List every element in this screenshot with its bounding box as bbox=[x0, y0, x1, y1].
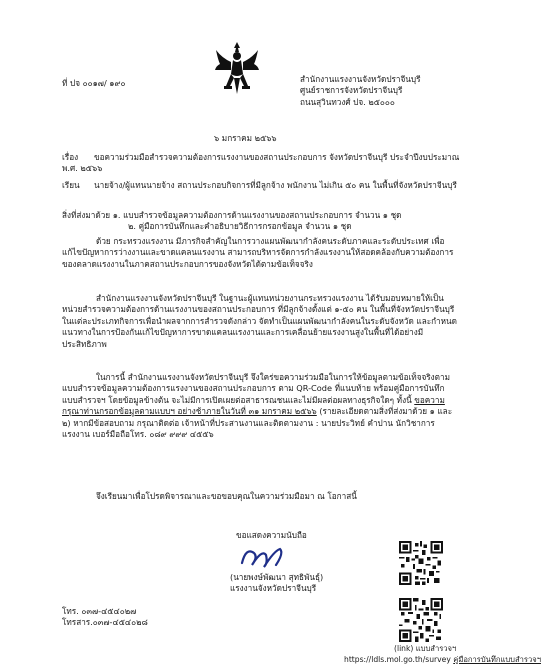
enclosures-label: สิ่งที่ส่งมาด้วย bbox=[62, 210, 111, 220]
address-line: ศูนย์ราชการจังหวัดปราจีนบุรี bbox=[300, 85, 403, 96]
deadline-text: ขอความกรุณาท่านกรอกข้อมูลตามแบบฯ อย่างช้าภายในวันที่ ๓๑ มกราคม ๒๕๖๖ bbox=[62, 394, 445, 417]
closing: ขอแสดงความนับถือ bbox=[236, 530, 307, 540]
footer-links bbox=[344, 654, 541, 665]
subject bbox=[62, 152, 460, 175]
sender-address bbox=[300, 74, 460, 108]
recipient-label: เรียน bbox=[62, 180, 80, 190]
subject-text: ขอความร่วมมือสำรวจความต้องการแรงงานของสถานประกอบการ จังหวัดปราจีนบุรี ประจำปีงบประมาณ พ.ศ. ๒๕๖๖ bbox=[62, 152, 460, 174]
signature bbox=[236, 543, 290, 571]
signer-block bbox=[230, 572, 323, 595]
body-paragraph-4: จึงเรียนมาเพื่อโปรดพิจารณาและขอขอบคุณในความร่วมมือมา ณ โอกาสนี้ bbox=[96, 491, 357, 501]
recipient bbox=[62, 180, 460, 191]
body-paragraph-1: ด้วย กระทรวงแรงงาน มีภารกิจสำคัญในการวางแผนพัฒนากำลังคนระดับภาคและระดับประเทศ เพื่อแก้ไขปัญหาการว่างงานและขาดแคลนแรงงาน สามารถบริหารจัดการกำลังแรงงานให้สอดคล้องกับความต้องการของตลาดแรงงานในภาคสถานประกอบการของจังหวัดได้ตามข้อเท็จจริง bbox=[62, 236, 454, 269]
address-line: ถนนสุวินทวงศ์ ปจ. ๒๕๐๐๐ bbox=[300, 96, 395, 107]
subject-label: เรื่อง bbox=[62, 152, 79, 162]
request-text: ในการนี้ สำนักงานแรงงานจังหวัดปราจีนบุรี จึงใคร่ขอความร่วมมือในการให้ข้อมูลตามข้อเท็จจริงตามแบบสำรวจข้อมูลความต้องการแรงงานของสถานประกอบการ ตาม QR-Code ที่แนบท้าย พร้อมคู่มือการบันทึกแบบสำรวจฯ โดยข้อมูลข้างต้น จะไม่มีการเปิดเผยต่อสาธารณชนและไม่มีผลต่อผลทางธุรกิจใดๆ ทั้งนี้ bbox=[62, 372, 450, 405]
recipient-text: นายจ้าง/ผู้แทนนายจ้าง สถานประกอบกิจการที่มีลูกจ้าง พนักงาน ไม่เกิน ๕๐ คน ในพื้นที่จังหวัดปราจีนบุรี bbox=[94, 180, 457, 190]
qr-code-manual[interactable] bbox=[399, 598, 443, 642]
garuda-emblem bbox=[214, 40, 260, 96]
qr-link-label: (link) แบบสำรวจฯ bbox=[394, 644, 457, 653]
reference-number: ที่ ปจ ๐๐๑๗/ ๑๙๐ bbox=[62, 78, 126, 88]
phone: โทร. ๐๓๗-๔๕๔๐๒๗ bbox=[62, 606, 137, 616]
qr-code-survey[interactable] bbox=[399, 541, 443, 585]
letter-date: ๖ มกราคม ๒๕๖๖ bbox=[214, 133, 277, 143]
fax: โทรสาร.๐๓๗-๔๕๔๐๒๘ bbox=[62, 617, 148, 628]
enclosures bbox=[62, 210, 460, 233]
body-paragraph-2: สำนักงานแรงงานจังหวัดปราจีนบุรี ในฐานะผู้แทนหน่วยงานกระทรวงแรงงาน ได้รับมอบหมายให้เป็นหน่วยสำรวจความต้องการด้านแรงงานของสถานประกอบการ ที่มีลูกจ้างตั้งแต่ ๑-๕๐ คน ในพื้นที่จังหวัดปราจีนบุรี ในแต่ละประเภทกิจการเพื่อนำผลจากการสำรวจดังกล่าว จัดทำเป็นแผนพัฒนากำลังคนในระดับจังหวัด และกำหนดแนวทางในการป้องกันแก้ไขปัญหาการขาดแคลนแรงงานและการเคลื่อนย้ายแรงงานสูงในพื้นที่ได้อย่างมีประสิทธิภาพ bbox=[62, 293, 457, 349]
enclosure-item: ๑. แบบสำรวจข้อมูลความต้องการด้านแรงงานของสถานประกอบการ จำนวน ๑ ชุด bbox=[112, 210, 402, 220]
body-paragraph-3 bbox=[62, 372, 460, 440]
enclosure-item: ๒. คู่มือการบันทึกและคำอธิบายวิธีการกรอกข้อมูล จำนวน ๑ ชุด bbox=[128, 221, 352, 232]
manual-link[interactable]: คู่มือการบันทึกแบบสำรวจฯ bbox=[453, 655, 541, 664]
survey-link[interactable]: https://ldls.mol.go.th/survey bbox=[344, 655, 451, 664]
signer-name: (นายพงษ์พัฒนา สุทธิพันธุ์) bbox=[230, 572, 324, 582]
contact-block bbox=[62, 606, 148, 629]
address-line: สำนักงานแรงงานจังหวัดปราจีนบุรี bbox=[300, 74, 421, 84]
contact-text: (รายละเอียดตามสิ่งที่ส่งมาด้วย ๑ และ ๒) หากมีข้อสอบถาม กรุณาติดต่อ เจ้าหน้าที่ประสานงานและติดตามงาน : นายประวิทย์ คำปาน นักวิชาการแรงงาน เบอร์มือถือโทร. ๐๘๙ ๙๙๙ ๔๕๕๖ bbox=[62, 406, 453, 440]
signer-title: แรงงานจังหวัดปราจีนบุรี bbox=[230, 583, 317, 594]
